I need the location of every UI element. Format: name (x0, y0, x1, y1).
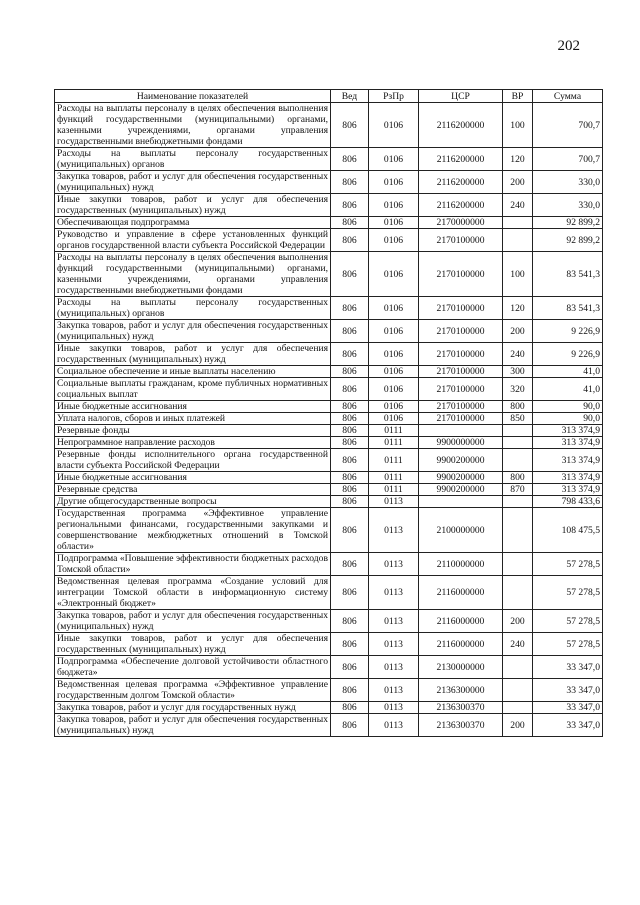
cell-ved: 806 (331, 401, 369, 413)
cell-ved: 806 (331, 702, 369, 714)
cell-sum: 57 278,5 (533, 576, 603, 610)
cell-sum: 33 347,0 (533, 679, 603, 702)
cell-name: Непрограммное направление расходов (55, 437, 331, 449)
cell-ved: 806 (331, 378, 369, 401)
table-row (55, 103, 603, 148)
cell-vr (503, 656, 533, 679)
cell-sum: 9 226,9 (533, 343, 603, 366)
cell-sum: 83 541,3 (533, 297, 603, 320)
cell-csr: 2116000000 (419, 633, 503, 656)
cell-vr: 200 (503, 714, 533, 737)
table-row (55, 413, 603, 425)
table-row (55, 508, 603, 553)
header-sum: Сумма (533, 90, 603, 103)
cell-name: Закупка товаров, работ и услуг для обеспечения государственных (муниципальных) нужд (55, 320, 331, 343)
cell-sum: 108 475,5 (533, 508, 603, 553)
cell-name: Иные закупки товаров, работ и услуг для обеспечения государственных (муниципальных) нужд (55, 343, 331, 366)
cell-sum: 313 374,9 (533, 449, 603, 472)
table-row (55, 679, 603, 702)
cell-vr (503, 702, 533, 714)
cell-csr: 9900200000 (419, 484, 503, 496)
cell-vr (503, 425, 533, 437)
cell-name: Государственная программа «Эффективное управление региональными финансами, государственными закупками и совершенствование межбюджетных отношений в Томской области» (55, 508, 331, 553)
table-row (55, 320, 603, 343)
cell-csr: 2116200000 (419, 148, 503, 171)
cell-csr: 2136300370 (419, 714, 503, 737)
table-row (55, 297, 603, 320)
cell-csr: 2116200000 (419, 194, 503, 217)
table-row (55, 366, 603, 378)
cell-vr: 240 (503, 194, 533, 217)
cell-ved: 806 (331, 413, 369, 425)
cell-ved: 806 (331, 252, 369, 297)
cell-ved: 806 (331, 437, 369, 449)
cell-sum: 313 374,9 (533, 472, 603, 484)
cell-vr: 200 (503, 610, 533, 633)
cell-vr: 200 (503, 320, 533, 343)
cell-vr: 870 (503, 484, 533, 496)
cell-sum: 9 226,9 (533, 320, 603, 343)
cell-vr (503, 496, 533, 508)
cell-sum: 313 374,9 (533, 437, 603, 449)
cell-rzpr: 0111 (369, 449, 419, 472)
cell-rzpr: 0106 (369, 297, 419, 320)
cell-vr: 300 (503, 366, 533, 378)
cell-vr (503, 217, 533, 229)
header-ved: Вед (331, 90, 369, 103)
cell-csr: 2136300000 (419, 679, 503, 702)
cell-ved: 806 (331, 449, 369, 472)
table-row (55, 217, 603, 229)
cell-name: Подпрограмма «Обеспечение долговой устойчивости областного бюджета» (55, 656, 331, 679)
table-header-row (55, 90, 603, 103)
cell-sum: 313 374,9 (533, 425, 603, 437)
cell-csr: 2116000000 (419, 576, 503, 610)
cell-vr (503, 508, 533, 553)
table-row (55, 425, 603, 437)
table-row (55, 252, 603, 297)
cell-name: Резервные фонды (55, 425, 331, 437)
cell-rzpr: 0113 (369, 633, 419, 656)
cell-rzpr: 0111 (369, 437, 419, 449)
cell-ved: 806 (331, 194, 369, 217)
cell-csr: 2170000000 (419, 217, 503, 229)
cell-csr: 2116200000 (419, 103, 503, 148)
cell-ved: 806 (331, 633, 369, 656)
cell-csr: 2170100000 (419, 366, 503, 378)
table-row (55, 484, 603, 496)
table-row (55, 378, 603, 401)
cell-ved: 806 (331, 508, 369, 553)
cell-ved: 806 (331, 297, 369, 320)
header-name: Наименование показателей (55, 90, 331, 103)
cell-vr (503, 229, 533, 252)
cell-name: Уплата налогов, сборов и иных платежей (55, 413, 331, 425)
cell-rzpr: 0113 (369, 656, 419, 679)
cell-sum: 41,0 (533, 366, 603, 378)
table-row (55, 343, 603, 366)
cell-ved: 806 (331, 576, 369, 610)
cell-rzpr: 0106 (369, 413, 419, 425)
cell-ved: 806 (331, 425, 369, 437)
table-row (55, 194, 603, 217)
table-row (55, 576, 603, 610)
cell-rzpr: 0111 (369, 484, 419, 496)
cell-csr: 2170100000 (419, 297, 503, 320)
cell-csr: 9900200000 (419, 449, 503, 472)
cell-sum: 33 347,0 (533, 656, 603, 679)
header-csr: ЦСР (419, 90, 503, 103)
cell-vr: 120 (503, 297, 533, 320)
cell-vr (503, 576, 533, 610)
cell-rzpr: 0113 (369, 496, 419, 508)
cell-rzpr: 0106 (369, 229, 419, 252)
page-number: 202 (557, 38, 580, 54)
cell-rzpr: 0106 (369, 343, 419, 366)
budget-table (54, 89, 603, 737)
cell-name: Расходы на выплаты персоналу в целях обеспечения выполнения функций государственными (муниципальными) органами, казенными учреждениями, органами управления государственными внебюджетными фондами (55, 252, 331, 297)
cell-name: Закупка товаров, работ и услуг для обеспечения государственных (муниципальных) нужд (55, 610, 331, 633)
table-row (55, 148, 603, 171)
cell-name: Руководство и управление в сфере установленных функций органов государственной власти субъекта Российской Федерации (55, 229, 331, 252)
cell-vr: 850 (503, 413, 533, 425)
cell-vr (503, 437, 533, 449)
cell-ved: 806 (331, 714, 369, 737)
cell-rzpr: 0106 (369, 252, 419, 297)
cell-sum: 57 278,5 (533, 553, 603, 576)
cell-name: Резервные фонды исполнительного органа государственной власти субъекта Российской Федерации (55, 449, 331, 472)
table-row (55, 610, 603, 633)
cell-name: Закупка товаров, работ и услуг для государственных нужд (55, 702, 331, 714)
cell-vr: 100 (503, 103, 533, 148)
cell-rzpr: 0106 (369, 320, 419, 343)
table-body (55, 103, 603, 737)
cell-csr (419, 496, 503, 508)
cell-rzpr: 0106 (369, 171, 419, 194)
cell-rzpr: 0113 (369, 679, 419, 702)
cell-csr: 9900000000 (419, 437, 503, 449)
cell-name: Социальные выплаты гражданам, кроме публичных нормативных социальных выплат (55, 378, 331, 401)
cell-csr: 2130000000 (419, 656, 503, 679)
cell-ved: 806 (331, 217, 369, 229)
cell-sum: 92 899,2 (533, 217, 603, 229)
cell-rzpr: 0106 (369, 194, 419, 217)
table-row (55, 437, 603, 449)
cell-vr: 240 (503, 343, 533, 366)
cell-rzpr: 0113 (369, 702, 419, 714)
cell-rzpr: 0111 (369, 425, 419, 437)
cell-name: Другие общегосударственные вопросы (55, 496, 331, 508)
cell-csr: 2170100000 (419, 252, 503, 297)
table-row (55, 656, 603, 679)
cell-rzpr: 0113 (369, 610, 419, 633)
cell-name: Иные закупки товаров, работ и услуг для обеспечения государственных (муниципальных) нужд (55, 194, 331, 217)
cell-name: Резервные средства (55, 484, 331, 496)
cell-sum: 33 347,0 (533, 702, 603, 714)
cell-csr: 9900200000 (419, 472, 503, 484)
cell-vr (503, 449, 533, 472)
table-row (55, 496, 603, 508)
cell-ved: 806 (331, 679, 369, 702)
table-row (55, 449, 603, 472)
cell-rzpr: 0106 (369, 148, 419, 171)
cell-ved: 806 (331, 496, 369, 508)
cell-name: Иные бюджетные ассигнования (55, 401, 331, 413)
cell-ved: 806 (331, 229, 369, 252)
cell-name: Иные закупки товаров, работ и услуг для обеспечения государственных (муниципальных) нужд (55, 633, 331, 656)
cell-rzpr: 0113 (369, 576, 419, 610)
cell-rzpr: 0113 (369, 508, 419, 553)
cell-name: Ведомственная целевая программа «Эффективное управление государственным долгом Томской области» (55, 679, 331, 702)
cell-sum: 90,0 (533, 401, 603, 413)
cell-sum: 330,0 (533, 171, 603, 194)
cell-rzpr: 0111 (369, 472, 419, 484)
cell-name: Ведомственная целевая программа «Создание условий для интеграции Томской области в информационную систему «Электронный бюджет» (55, 576, 331, 610)
table-row (55, 714, 603, 737)
cell-name: Социальное обеспечение и иные выплаты населению (55, 366, 331, 378)
cell-sum: 798 433,6 (533, 496, 603, 508)
cell-csr: 2170100000 (419, 401, 503, 413)
cell-csr: 2170100000 (419, 378, 503, 401)
cell-sum: 83 541,3 (533, 252, 603, 297)
cell-name: Расходы на выплаты персоналу государственных (муниципальных) органов (55, 148, 331, 171)
cell-rzpr: 0106 (369, 103, 419, 148)
cell-vr: 240 (503, 633, 533, 656)
cell-csr: 2100000000 (419, 508, 503, 553)
cell-ved: 806 (331, 610, 369, 633)
table-row (55, 401, 603, 413)
cell-ved: 806 (331, 553, 369, 576)
cell-name: Закупка товаров, работ и услуг для обеспечения государственных (муниципальных) нужд (55, 714, 331, 737)
cell-ved: 806 (331, 171, 369, 194)
cell-name: Иные бюджетные ассигнования (55, 472, 331, 484)
cell-sum: 330,0 (533, 194, 603, 217)
cell-ved: 806 (331, 320, 369, 343)
cell-vr: 800 (503, 472, 533, 484)
cell-name: Подпрограмма «Повышение эффективности бюджетных расходов Томской области» (55, 553, 331, 576)
cell-csr: 2136300370 (419, 702, 503, 714)
header-vr: ВР (503, 90, 533, 103)
cell-rzpr: 0106 (369, 366, 419, 378)
cell-sum: 92 899,2 (533, 229, 603, 252)
cell-ved: 806 (331, 343, 369, 366)
cell-rzpr: 0106 (369, 401, 419, 413)
cell-csr: 2170100000 (419, 413, 503, 425)
cell-name: Расходы на выплаты персоналу в целях обеспечения выполнения функций государственными (муниципальными) органами, казенными учреждениями, органами управления государственными внебюджетными фондами (55, 103, 331, 148)
cell-vr (503, 553, 533, 576)
cell-ved: 806 (331, 484, 369, 496)
cell-ved: 806 (331, 366, 369, 378)
table-row (55, 171, 603, 194)
cell-vr: 120 (503, 148, 533, 171)
cell-rzpr: 0106 (369, 378, 419, 401)
cell-sum: 41,0 (533, 378, 603, 401)
cell-sum: 57 278,5 (533, 633, 603, 656)
cell-rzpr: 0113 (369, 714, 419, 737)
cell-sum: 90,0 (533, 413, 603, 425)
cell-ved: 806 (331, 103, 369, 148)
cell-csr: 2110000000 (419, 553, 503, 576)
cell-csr: 2116200000 (419, 171, 503, 194)
table-row (55, 633, 603, 656)
cell-vr: 200 (503, 171, 533, 194)
cell-sum: 57 278,5 (533, 610, 603, 633)
cell-vr: 320 (503, 378, 533, 401)
cell-sum: 313 374,9 (533, 484, 603, 496)
cell-csr: 2170100000 (419, 229, 503, 252)
cell-sum: 700,7 (533, 148, 603, 171)
cell-csr: 2170100000 (419, 343, 503, 366)
cell-rzpr: 0106 (369, 217, 419, 229)
cell-csr: 2116000000 (419, 610, 503, 633)
cell-vr (503, 679, 533, 702)
cell-name: Обеспечивающая подпрограмма (55, 217, 331, 229)
cell-ved: 806 (331, 148, 369, 171)
cell-ved: 806 (331, 656, 369, 679)
cell-csr (419, 425, 503, 437)
table-row (55, 553, 603, 576)
table-row (55, 229, 603, 252)
cell-sum: 700,7 (533, 103, 603, 148)
cell-name: Закупка товаров, работ и услуг для обеспечения государственных (муниципальных) нужд (55, 171, 331, 194)
header-rzpr: РзПр (369, 90, 419, 103)
cell-name: Расходы на выплаты персоналу государственных (муниципальных) органов (55, 297, 331, 320)
table-row (55, 702, 603, 714)
cell-vr: 100 (503, 252, 533, 297)
cell-sum: 33 347,0 (533, 714, 603, 737)
cell-rzpr: 0113 (369, 553, 419, 576)
cell-ved: 806 (331, 472, 369, 484)
cell-vr: 800 (503, 401, 533, 413)
table-row (55, 472, 603, 484)
cell-csr: 2170100000 (419, 320, 503, 343)
